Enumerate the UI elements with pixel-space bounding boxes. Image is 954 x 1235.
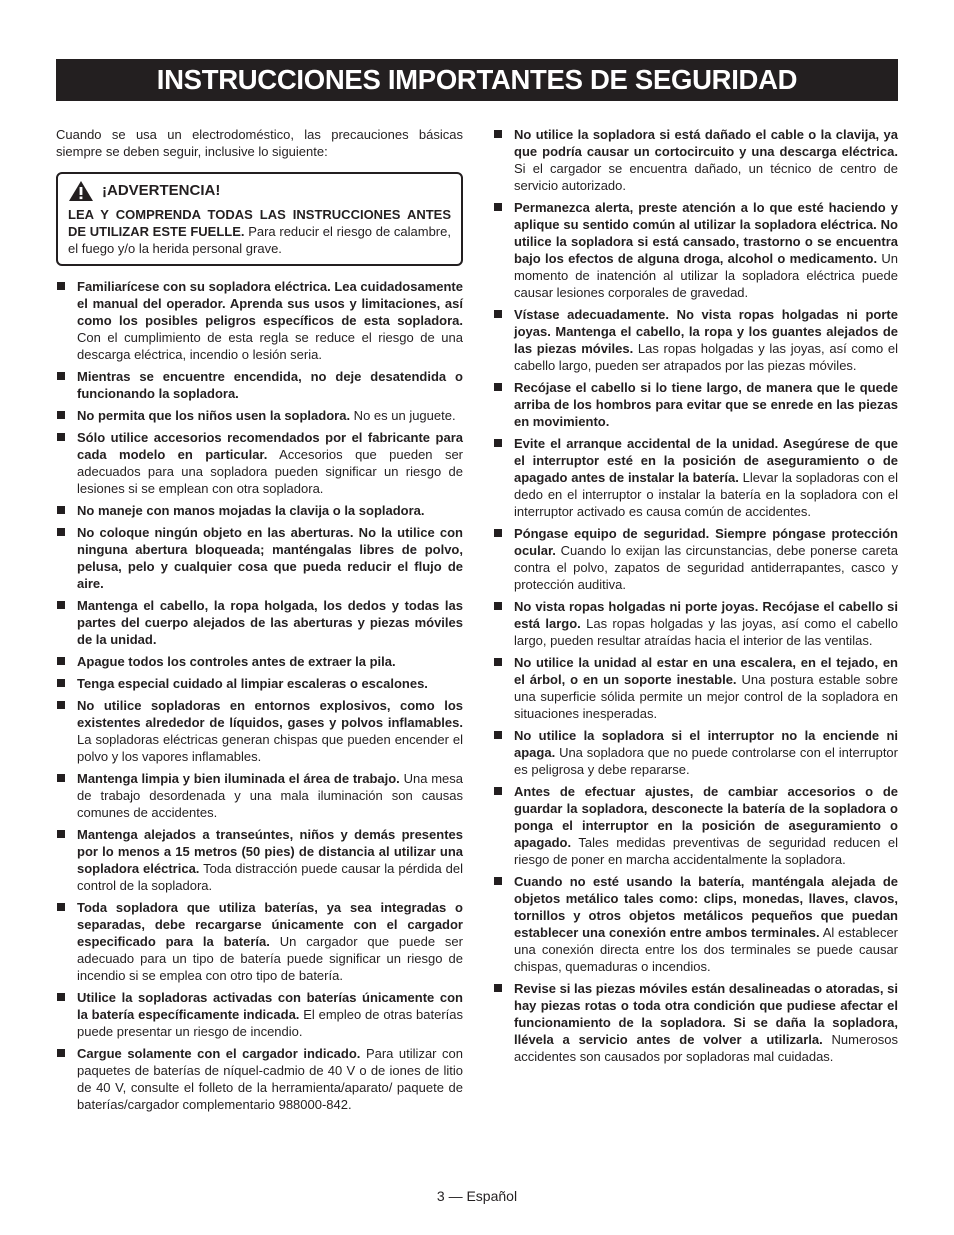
safety-item-bold: Sólo utilice accesorios recomendados por el fabricante para cada modelo en particular. [77,430,463,462]
safety-item [56,502,463,519]
safety-item-text: Una mesa de trabajo desordenada y una mala iluminación son causas comunes de accidentes. [77,771,463,820]
bullet-square-icon [57,774,65,782]
bullet-square-icon [57,830,65,838]
right-column [493,126,898,1070]
bullet-square-icon [57,1049,65,1057]
safety-item-bold: Familiarícese con su sopladora eléctrica. Lea cuidadosamente el manual del operador. Aprenda sus usos y limitaciones, así como los posibles peligros específicos de esta sopladora. [77,279,463,328]
safety-item [493,435,898,520]
safety-item-text: El empleo de otras baterías puede presentar un riesgo de incendio. [77,1007,463,1039]
safety-item-text: Las ropas holgadas y las joyas, así como el cabello largo, pueden resultar atraídas hacia el interior de las ventilas. [514,616,898,648]
safety-item-bold: Permanezca alerta, preste atención a lo que esté haciendo y aplique su sentido común al utilizar la sopladora eléctrica. No utilice la sopladora si está cansado, trastorno o se encuentra bajo los efectos de alguna droga, alcohol o medicamento. [514,200,898,266]
safety-item [493,598,898,649]
safety-item-bold: No utilice la sopladora si el interruptor no la enciende ni apaga. [514,728,898,760]
intro-text: Cuando se usa un electrodoméstico, las precauciones básicas siempre se deben seguir, inclusive lo siguiente: [56,127,463,159]
safety-item-text: Numerosos accidentes son causados por sopladoras mal cuidadas. [514,1032,898,1064]
safety-item-bold: No utilice sopladoras en entornos explosivos, como los existentes alrededor de líquidos, gases y polvos inflamables. [77,698,463,730]
safety-item-text: Un momento de inatención al utilizar la sopladora eléctrica puede causar lesiones corporales de gravedad. [514,251,898,300]
bullet-square-icon [57,601,65,609]
safety-item-text: Cuando lo exijan las circunstancias, debe ponerse careta contra el polvo, zapatos de seguridad antiderrapantes, casco y protección auditiva. [514,543,898,592]
bullet-square-icon [494,984,502,992]
bullet-square-icon [57,411,65,419]
safety-item [56,524,463,592]
warning-text: Para reducir el riesgo de calambre, el fuego y/o la herida personal grave. [68,224,451,256]
bullet-square-icon [57,528,65,536]
safety-item-text: Llevar la sopladoras con el dedo en el interruptor o instalar la batería en la sopladora con el interruptor activado es causa común de accidentes. [514,470,898,519]
page-title: INSTRUCCIONES IMPORTANTES DE SEGURIDAD [56,59,898,101]
safety-item [56,697,463,765]
bullet-square-icon [494,731,502,739]
bullet-square-icon [494,602,502,610]
safety-item-bold: Póngase equipo de seguridad. Siempre póngase protección ocular. [514,526,898,558]
safety-item [493,379,898,430]
warning-triangle-icon [68,180,94,202]
safety-item [56,278,463,363]
safety-item-bold: Vístase adecuadamente. No vista ropas holgadas ni porte joyas. Mantenga el cabello, la ropa y los guantes alejados de las piezas móviles. [514,307,898,356]
safety-item [56,597,463,648]
safety-item [56,407,463,424]
safety-item-text: Toda distracción puede causar la pérdida del control de la sopladora. [77,861,463,893]
bullet-square-icon [494,203,502,211]
safety-item [493,525,898,593]
warning-heading: ¡ADVERTENCIA! [102,182,221,199]
page-footer: 3 — Español [436,1188,518,1204]
safety-item [493,126,898,194]
safety-item-text: Una sopladora que no puede controlarse con el interruptor es peligrosa y debe repararse. [514,745,898,777]
bullet-square-icon [494,529,502,537]
safety-item-bold: Toda sopladora que utiliza baterías, ya sea integradas o separadas, debe recargarse únicamente con el cargador especificado para la batería. [77,900,463,949]
safety-item [56,989,463,1040]
safety-item-bold: Mantenga limpia y bien iluminada el área de trabajo. [77,771,400,786]
safety-item [493,783,898,868]
safety-item [56,770,463,821]
safety-item-bold: No utilice la unidad al estar en una escalera, en el tejado, en el árbol, o en un soporte inestable. [514,655,898,687]
bullet-square-icon [57,433,65,441]
safety-item [56,653,463,670]
safety-item-bold: Utilice la sopladoras activadas con baterías únicamente con la batería específicamente indicada. [77,990,463,1022]
bullet-square-icon [57,657,65,665]
bullet-square-icon [494,658,502,666]
right-safety-list [493,126,898,1065]
bullet-square-icon [494,383,502,391]
safety-item-bold: No maneje con manos mojadas la clavija o la sopladora. [77,503,425,518]
safety-item-bold: Cuando no esté usando la batería, manténgala alejada de objetos metálico tales como: clips, monedas, llaves, clavos, tornillos y otros objetos metálicos pequeños que puedan establecer una conexión entre ambos terminales. [514,874,898,940]
safety-item-bold: No vista ropas holgadas ni porte joyas. Recójase el cabello si está largo. [514,599,898,631]
safety-item [56,675,463,692]
bullet-square-icon [57,903,65,911]
safety-item [493,873,898,975]
safety-item-bold: Cargue solamente con el cargador indicado. [77,1046,361,1061]
warning-header [68,180,451,202]
safety-item [493,654,898,722]
bullet-square-icon [57,993,65,1001]
safety-item [56,368,463,402]
safety-item-text: Con el cumplimiento de esta regla se reduce el riesgo de una descarga eléctrica, incendio o lesión seria. [77,330,463,362]
safety-item-bold: No coloque ningún objeto en las aberturas. No la utilice con ninguna abertura bloqueada; manténgalas libres de polvo, pelusa, pelo y cualquier cosa que pueda reducir el flujo de aire. [77,525,463,591]
bullet-square-icon [57,282,65,290]
left-column [56,126,463,1118]
safety-item [493,306,898,374]
safety-item-text: Una postura estable sobre una superficie sólida permite un mejor control de la sopladora en situaciones inesperadas. [514,672,898,721]
safety-item-text: Si el cargador se encuentra dañado, un técnico de centro de servicio autorizado. [514,161,898,193]
safety-item-text: La sopladoras eléctricas generan chispas que pueden encender el polvo y los vapores inflamables. [77,732,463,764]
bullet-square-icon [494,439,502,447]
safety-item [56,899,463,984]
bullet-square-icon [57,506,65,514]
safety-item-bold: No utilice la sopladora si está dañado el cable o la clavija, ya que podría causar un cortocircuito y una descarga eléctrica. [514,127,898,159]
safety-item-text: Un cargador que puede ser adecuado para un tipo de batería puede significar un riesgo de incendio si se emplea con otro tipo de batería. [77,934,463,983]
safety-item [493,727,898,778]
safety-item-bold: Mantenga el cabello, la ropa holgada, los dedos y todas las partes del cuerpo alejados de las aberturas y piezas móviles de la unidad. [77,598,463,647]
safety-item-bold: Recójase el cabello si lo tiene largo, de manera que le quede arriba de los hombros para evitar que se enrede en las piezas en movimiento. [514,380,898,429]
safety-item-bold: No permita que los niños usen la sopladora. [77,408,351,423]
bullet-square-icon [494,310,502,318]
bullet-square-icon [494,130,502,138]
safety-item-bold: Mientras se encuentre encendida, no deje desatendida o funcionando la sopladora. [77,369,463,401]
warning-bold: LEA Y COMPRENDA TODAS LAS INSTRUCCIONES ANTES DE UTILIZAR ESTE FUELLE. [68,207,451,239]
safety-item-bold: Revise si las piezas móviles están desalineadas o atoradas, si hay piezas rotas o toda otra condición que pudiese afectar el funcionamiento de la sopladora. Si se daña la sopladora, llévela a servicio antes de volver a utilizarla. [514,981,898,1047]
safety-item-text: Al establecer una conexión directa entre los dos terminales se puede causar chispas, quemaduras o incendios. [514,925,899,974]
safety-item-bold: Antes de efectuar ajustes, de cambiar accesorios o de guardar la sopladora, desconecte la batería de la sopladora o ponga el interruptor en la posición de aseguramiento o apagado. [514,784,898,850]
safety-item [56,826,463,894]
safety-item [493,199,898,301]
safety-item-text: No es un juguete. [350,408,456,423]
warning-box [56,172,463,266]
safety-item-text: Las ropas holgadas y las joyas, así como el cabello largo, pueden ser atrapados por las piezas móviles. [514,341,898,373]
safety-item-bold: Mantenga alejados a transeúntes, niños y demás presentes por lo menos a 15 metros (50 pies) de distancia al utilizar una sopladora eléctrica. [77,827,463,876]
safety-item-bold: Evite el arranque accidental de la unidad. Asegúrese de que el interruptor esté en la posición de aseguramiento o de apagado antes de instalar la batería. [514,436,898,485]
bullet-square-icon [57,372,65,380]
safety-item-bold: Apague todos los controles antes de extraer la pila. [77,654,396,669]
left-safety-list [56,278,463,1113]
safety-item-bold: Tenga especial cuidado al limpiar escaleras o escalones. [77,676,428,691]
safety-item-text: Para utilizar con paquetes de baterías de níquel-cadmio de 40 V o de iones de litio de 40 V, consulte el folleto de la herramienta/aparato/ paquete de baterías/cargador complementario 988000-842. [77,1046,463,1112]
safety-item [493,980,898,1065]
warning-body [68,206,451,257]
bullet-square-icon [57,679,65,687]
bullet-square-icon [57,701,65,709]
bullet-square-icon [494,787,502,795]
safety-item [56,429,463,497]
safety-item-text: Accesorios que pueden ser adecuados para una sopladora pueden significar un riesgo de lesiones si se emplean con otra sopladora. [77,447,464,496]
safety-item [56,1045,463,1113]
safety-item-text: Tales medidas preventivas de seguridad reducen el riesgo de poner en marcha accidentalmente la sopladora. [514,835,898,867]
bullet-square-icon [494,877,502,885]
